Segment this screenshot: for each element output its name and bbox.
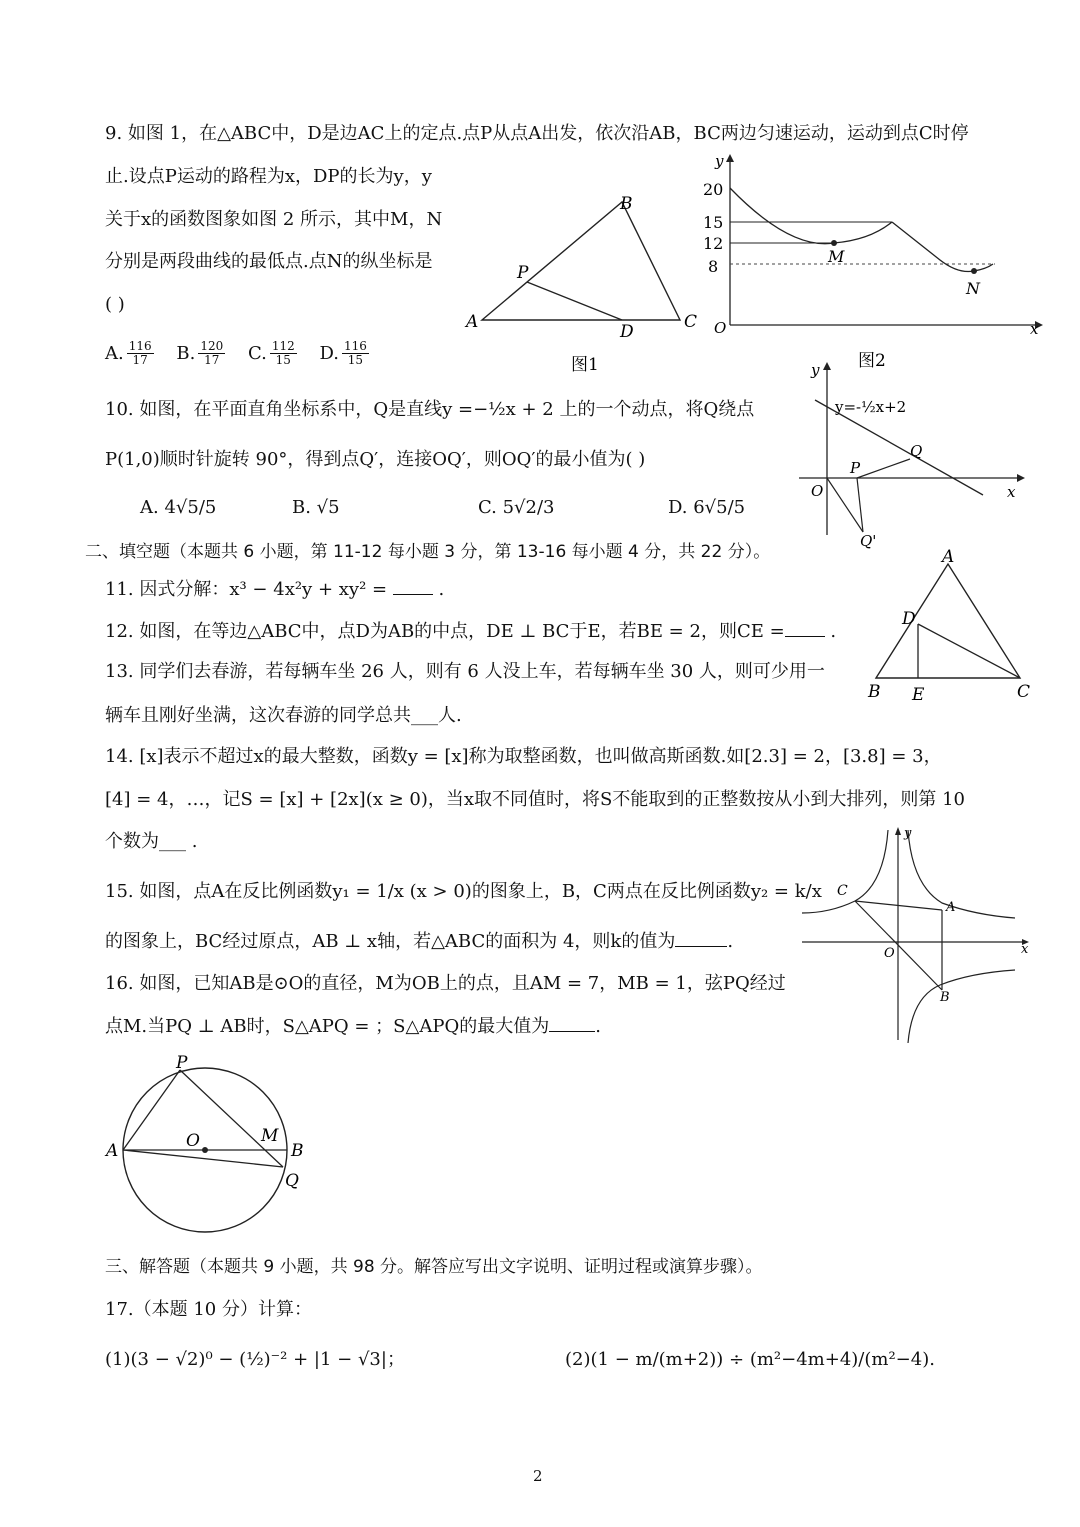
svg-text:Q: Q [910,442,923,460]
q9-figure-1 [460,185,710,380]
svg-text:O: O [714,319,727,337]
q13-line-2: 辆车且刚好坐满，这次春游的同学总共___人. [105,705,462,726]
q10-option-d[interactable]: D. 6√5/5 [668,497,746,518]
fig1-label-d: D [620,322,634,342]
q9-option-b[interactable]: B. $\frac{120}{17}$ [176,339,224,367]
q10-option-c[interactable]: C. 5√2/3 [478,497,555,518]
q16-line-2: 点M.当PQ ⊥ AB时，S△APQ = ；S△APQ的最大值为 . [105,1016,601,1037]
svg-text:M: M [828,247,845,266]
q9-figure-2 [700,150,1050,370]
q15-figure [800,825,1045,1050]
y-tick-20: 20 [703,180,724,199]
q15-answer-blank[interactable] [675,930,727,947]
q16-line-1: 16. 如图，已知AB是⊙O的直径，M为OB上的点，且AM = 7，MB = 1，弦PQ经过 [105,973,786,994]
q10-option-b[interactable]: B. √5 [292,497,340,518]
svg-text:C: C [837,883,848,899]
q9-option-c[interactable]: C. $\frac{112}{15}$ [247,339,295,367]
q11: 11. 因式分解：x³ − 4x²y + xy² = . [105,579,445,600]
svg-text:B: B [940,990,950,1005]
q11-answer-blank[interactable] [393,578,433,595]
q10-line-1: 10. 如图，在平面直角坐标系中，Q是直线y =−½x + 2 上的一个动点，将Q绕点 [105,399,755,420]
svg-text:y: y [811,361,820,379]
page-number: 2 [533,1467,543,1485]
q15-line-1: 15. 如图，点A在反比例函数y₁ = 1/x (x > 0)的图象上，B，C两点在反比例函数y₂ = k/x [105,881,822,902]
q12-figure [860,547,1045,710]
q15-line-2: 的图象上，BC经过原点，AB ⊥ x轴，若△ABC的面积为 4，则k的值为 . [105,931,734,952]
q10-line-2: P(1,0)顺时针旋转 90°，得到点Q′，连接OQ′，则OQ′的最小值为( ) [105,449,646,470]
q9-line-5: ( ) [105,294,125,315]
fig1-caption: 图1 [571,355,599,375]
svg-text:P: P [850,459,861,477]
svg-text:Q: Q [285,1171,299,1191]
q16-answer-blank[interactable] [549,1015,595,1032]
svg-text:M: M [261,1126,279,1146]
q17-title: 17.（本题 10 分）计算： [105,1299,312,1320]
fig1-label-c: C [684,312,698,332]
q17-part-1: (1)(3 − √2)⁰ − (½)⁻² + |1 − √3|； [105,1349,405,1370]
q17-part-2: (2)(1 − m/(m+2)) ÷ (m²−4m+4)/(m²−4). [565,1349,935,1370]
svg-text:Q': Q' [860,532,877,550]
q14-line-2: [4] = 4，…，记S = [x] + [2x](x ≥ 0)，当x取不同值时，将S不能取到的正整数按从小到大排列，则第 10 [105,789,965,810]
svg-text:O: O [811,482,824,500]
q10-option-a[interactable]: A. 4√5/5 [140,497,217,518]
q9-options [105,340,372,367]
y-tick-12: 12 [703,234,724,253]
q16-figure [100,1050,320,1235]
fig1-label-b: B [620,194,633,214]
svg-text:y: y [715,152,724,170]
section-3-heading: 三、解答题（本题共 9 小题，共 98 分。解答应写出文字说明、证明过程或演算步骤）。 [105,1257,763,1277]
svg-text:x: x [1007,483,1016,501]
svg-text:P: P [176,1053,188,1073]
svg-text:N: N [966,279,980,298]
svg-text:B: B [868,682,881,702]
svg-text:A: A [946,900,956,915]
q14-line-3: 个数为___ . [105,831,198,852]
q10-equation: y=-½x+2 [835,398,907,416]
svg-text:y: y [904,826,912,841]
svg-text:x: x [1030,320,1039,338]
svg-text:A: A [106,1141,119,1161]
q10-figure [795,360,1035,550]
svg-text:C: C [1017,682,1031,702]
svg-text:D: D [902,609,916,629]
q12-answer-blank[interactable] [785,620,825,637]
svg-text:O: O [884,946,895,961]
q9-option-d[interactable]: D. $\frac{116}{15}$ [319,339,367,367]
q9-line-4: 分别是两段曲线的最低点.点N的纵坐标是 [105,251,433,272]
fig1-label-p: P [517,263,529,283]
svg-text:O: O [186,1131,200,1151]
y-tick-15: 15 [703,213,724,232]
q14-line-1: 14. [x]表示不超过x的最大整数，函数y = [x]称为取整函数，也叫做高斯函数.如[2.3] = 2，[3.8] = 3， [105,746,942,767]
svg-text:A: A [942,547,955,567]
q9-line-1: 9. 如图 1，在△ABC中，D是边AC上的定点.点P从点A出发，依次沿AB，BC两边匀速运动，运动到点C时停 [105,123,969,144]
fig1-label-a: A [466,312,479,332]
q13-line-1: 13. 同学们去春游，若每辆车坐 26 人，则有 6 人没上车，若每辆车坐 30 人，则可少用一 [105,661,825,682]
svg-text:B: B [291,1141,304,1161]
svg-text:E: E [912,685,925,705]
q9-option-a[interactable]: A. $\frac{116}{17}$ [105,339,152,367]
q9-line-3: 关于x的函数图象如图 2 所示，其中M，N [105,209,443,230]
y-tick-8: 8 [708,257,719,276]
q12: 12. 如图，在等边△ABC中，点D为AB的中点，DE ⊥ BC于E，若BE = 2，则CE = . [105,621,837,642]
section-2-heading: 二、填空题（本题共 6 小题，第 11-12 每小题 3 分，第 13-16 每小题 4 分，共 22 分）。 [85,542,771,562]
svg-text:x: x [1021,942,1029,957]
q9-line-2: 止.设点P运动的路程为x，DP的长为y，y [105,166,432,187]
fig2-caption: 图2 [858,351,886,371]
